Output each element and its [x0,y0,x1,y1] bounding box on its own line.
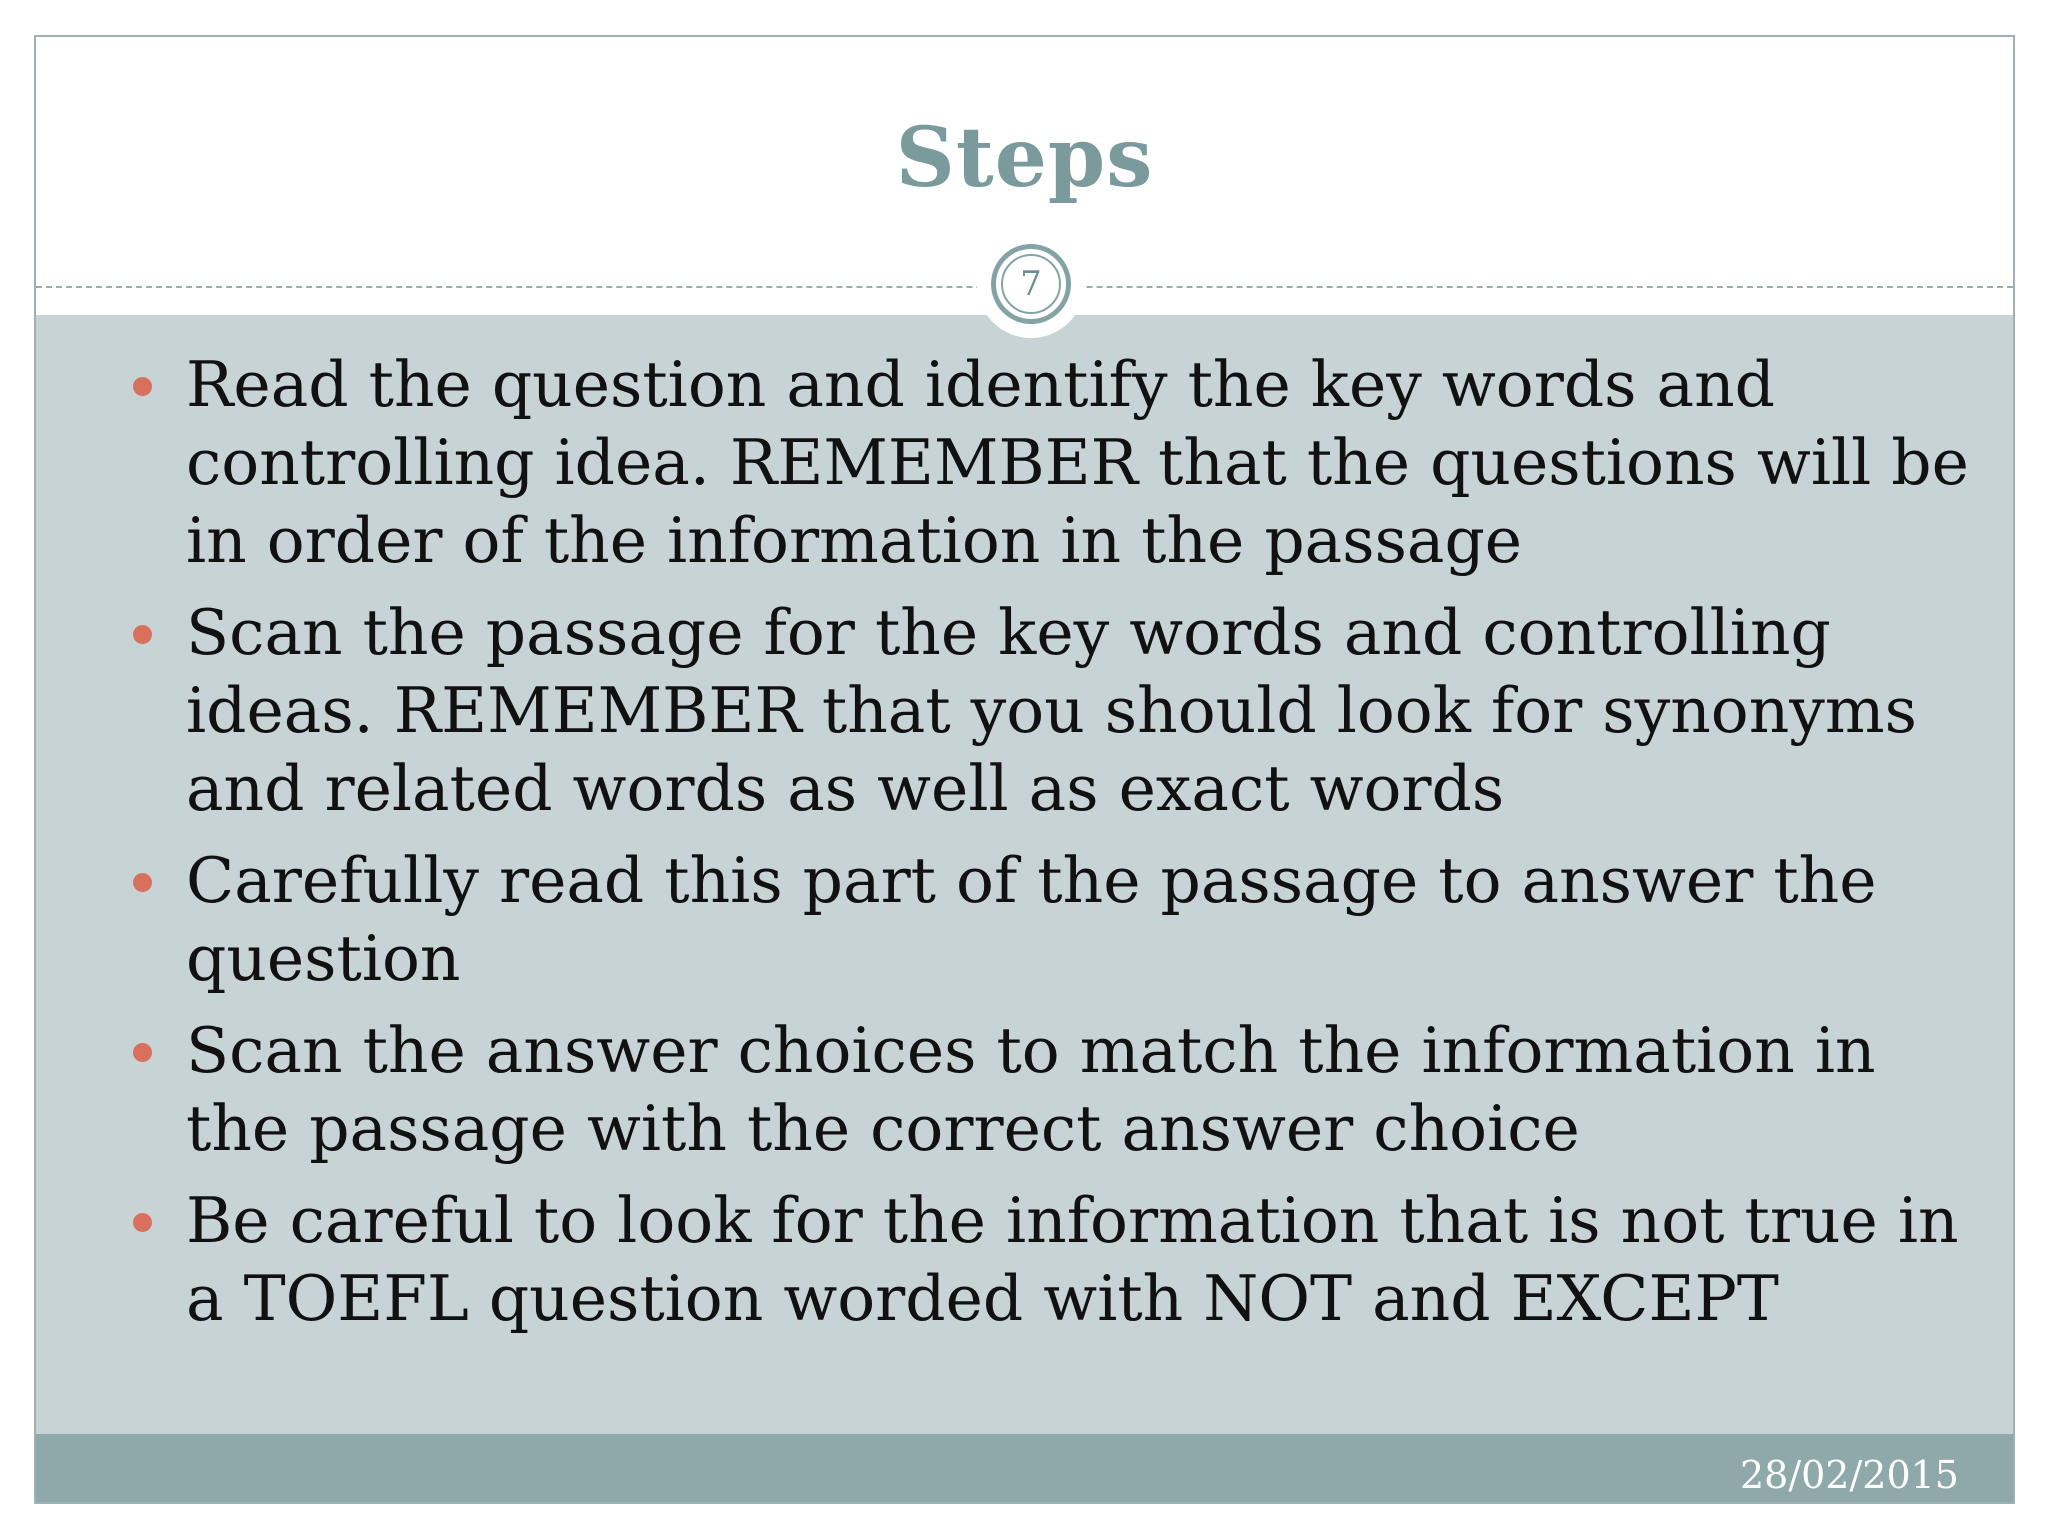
slide-number-badge [977,230,1085,338]
bullet-item [98,594,1978,828]
circle-badge-icon [991,244,1071,324]
bullet-text: Read the question and identify the key words and controlling idea. REMEMBER that the questions will be in order of the information in the passage [186,348,1969,577]
bullet-dot-icon [133,625,152,644]
bullet-text: Carefully read this part of the passage to answer the question [186,844,1877,995]
bullet-dot-icon [133,377,152,396]
bullet-item [98,346,1978,580]
slide-number: 7 [1001,254,1061,314]
slide [34,35,2015,1504]
bullet-dot-icon [133,1043,152,1062]
bullet-dot-icon [133,1213,152,1232]
footer-date: 28/02/2015 [1739,1453,1959,1497]
bullet-text: Scan the passage for the key words and controlling ideas. REMEMBER that you should look for synonyms and related words as well as exact words [186,596,1917,825]
bullet-text: Be careful to look for the information that is not true in a TOEFL question worded with NOT and EXCEPT [186,1184,1959,1335]
bullet-item [98,1012,1978,1168]
footer-bar [36,1434,2013,1504]
bullet-item [98,842,1978,998]
bullet-dot-icon [133,873,152,892]
bullet-list [98,346,1978,1352]
bullet-text: Scan the answer choices to match the information in the passage with the correct answer choice [186,1014,1876,1165]
slide-title: Steps [895,110,1154,206]
bullet-item [98,1182,1978,1338]
